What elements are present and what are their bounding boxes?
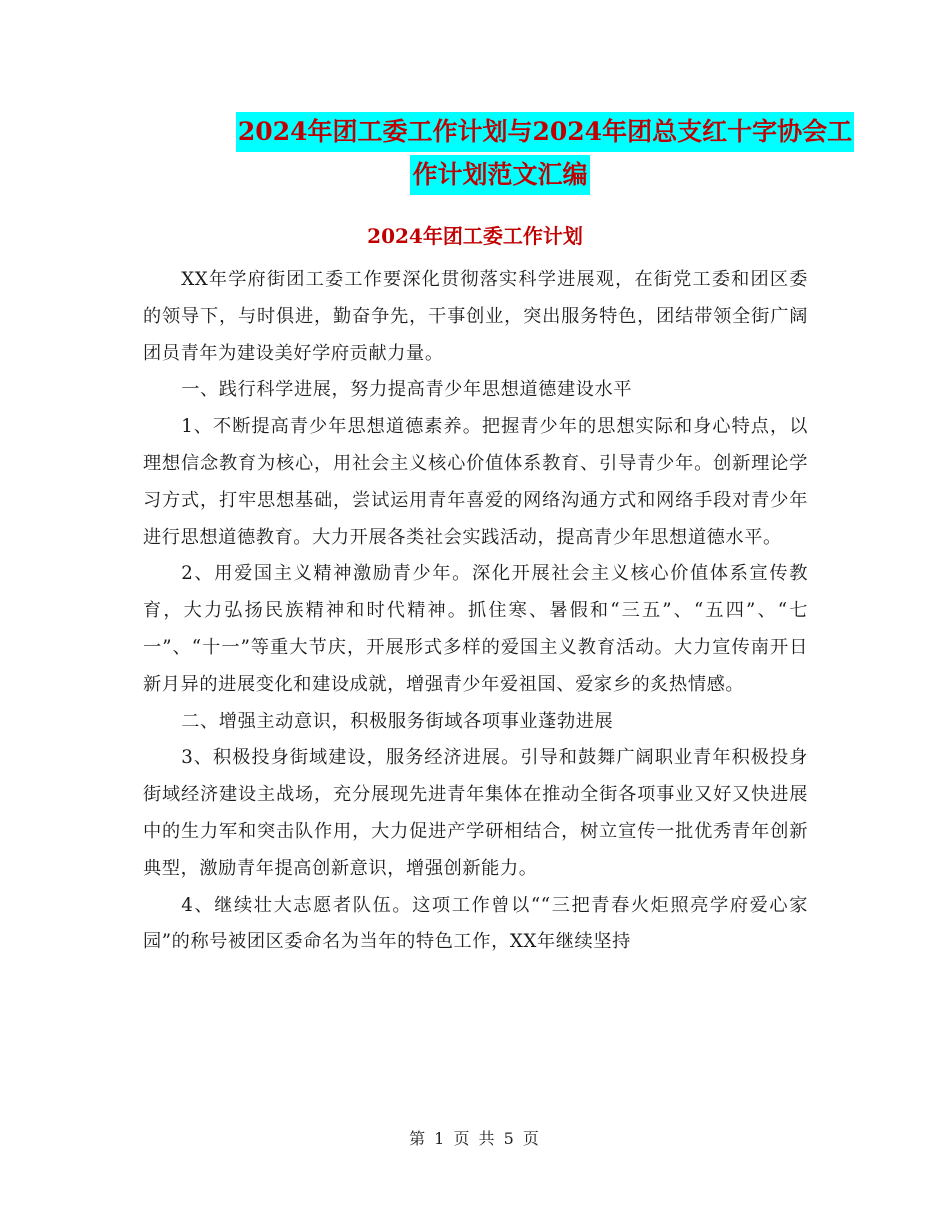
heading-section-1: 一、践行科学进展，努力提高青少年思想道德建设水平 [181,379,633,401]
paragraph-item-1: 1、不断提高青少年思想道德素养。把握青少年的思想实际和身心特点，以理想信念教育为核心，用社会主义核心价值体系教育、引导青少年。创新理论学习方式，打牢思想基础，尝试运用青年喜爱的网络沟通方式和网络手段对青少年进行思想道德教育。大力开展各类社会实践活动，提高青少年思想道德水平。 [143,416,808,548]
paragraph-intro: XX年学府街团工委工作要深化贯彻落实科学进展观，在街党工委和团区委的领导下，与时俱进，勤奋争先，干事创业，突出服务特色，团结带领全街广阔团员青年为建设美好学府贡献力量。 [143,269,808,364]
page-footer: 第 1 页 共 5 页 [409,1129,541,1148]
paragraph-item-3: 3、积极投身街域建设，服务经济进展。引导和鼓舞广阔职业青年积极投身街域经济建设主战场，充分展现先进青年集体在推动全街各项事业又好又快进展中的生力军和突击队作用，大力促进产学研相结合，树立宣传一批优秀青年创新典型，激励青年提高创新意识，增强创新能力。 [143,747,808,879]
section-title: 2024年团工委工作计划 [367,224,583,248]
paragraph-item-2: 2、用爱国主义精神激励青少年。深化开展社会主义核心价值体系宣传教育，大力弘扬民族精神和时代精神。抓住寒、暑假和“三五”、“五四”、“七一”、“十一”等重大节庆，开展形式多样的爱国主义教育活动。大力宣传南开日新月异的进展变化和建设成就，增强青少年爱祖国、爱家乡的炙热情感。 [143,563,808,695]
document-title-line-1: 2024年团工委工作计划与2024年团总支红十字协会工 [236,112,854,152]
document-body [143,262,808,961]
heading-section-2: 二、增强主动意识，积极服务街域各项事业蓬勃进展 [181,710,614,732]
document-title-line-2: 作计划范文汇编 [410,155,589,195]
document-title [140,112,860,195]
paragraph-item-4: 4、继续壮大志愿者队伍。这项工作曾以““三把青春火炬照亮学府爱心家园”的称号被团区委命名为当年的特色工作，XX年继续坚持 [143,894,808,953]
